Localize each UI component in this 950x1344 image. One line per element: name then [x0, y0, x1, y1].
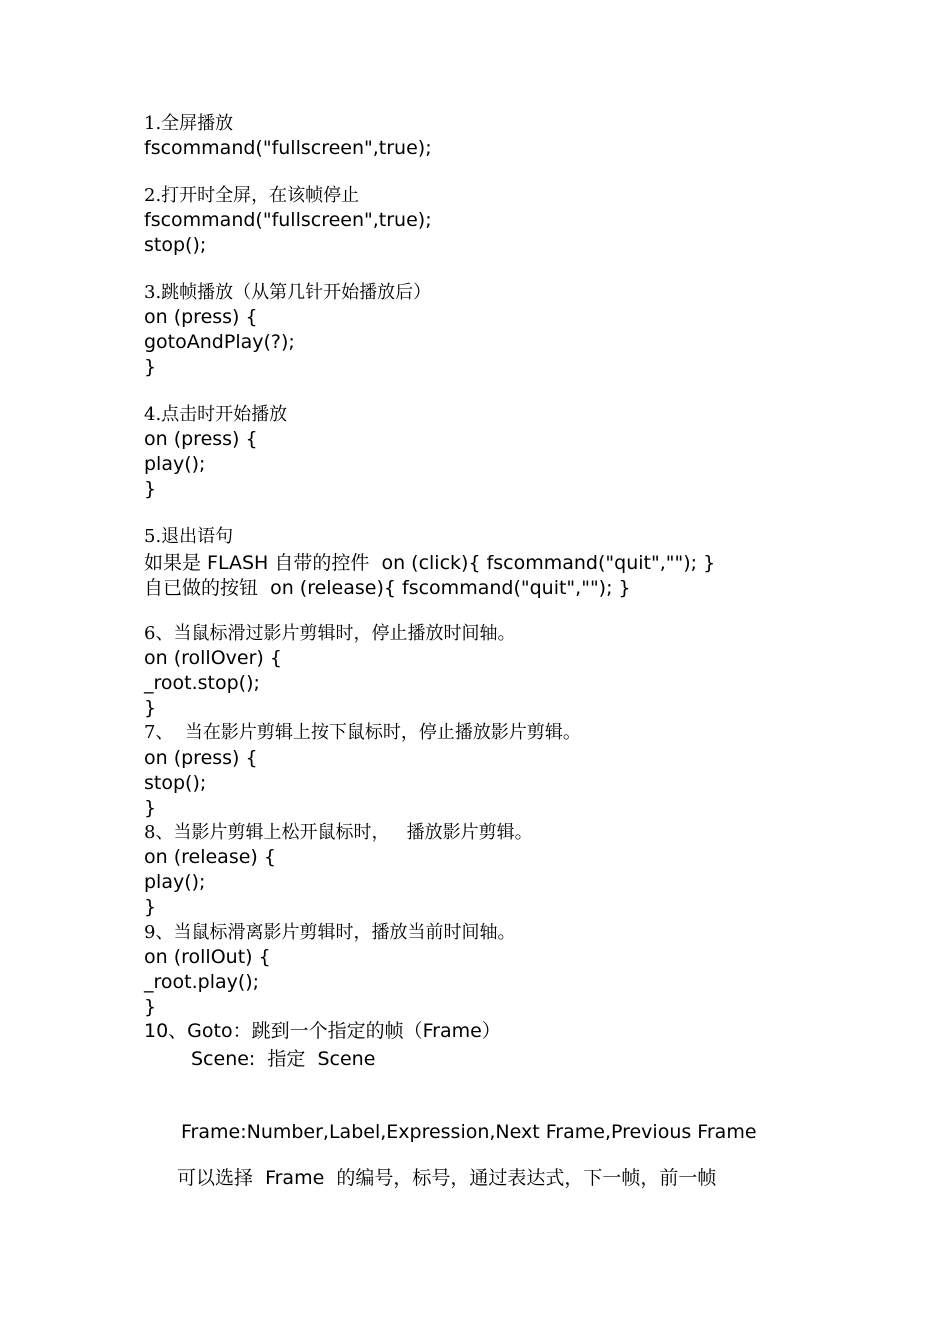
heading-9: 9、当鼠标滑离影片剪辑时，播放当前时间轴。 — [144, 922, 516, 943]
code-line: } — [144, 797, 157, 819]
heading-3: 3.跳帧播放（从第几针开始播放后） — [144, 282, 432, 303]
heading-6: 6、当鼠标滑过影片剪辑时，停止播放时间轴。 — [144, 623, 516, 644]
code-line: _root.play(); — [144, 971, 260, 993]
code-line: on (release) { — [144, 846, 276, 868]
heading-5: 5.退出语句 — [144, 526, 234, 547]
frame-description: 可以选择 Frame 的编号，标号，通过表达式，下一帧，前一帧 — [177, 1167, 717, 1189]
scene-line: Scene: 指定 Scene — [191, 1048, 376, 1070]
code-line: on (press) { — [144, 306, 258, 328]
heading-10: 10、Goto：跳到一个指定的帧（Frame） — [144, 1020, 501, 1042]
heading-2: 2.打开时全屏，在该帧停止 — [144, 185, 360, 206]
code-line: _root.stop(); — [144, 672, 260, 694]
mixed-line: 自已做的按钮 on (release){ fscommand("quit",""); } — [144, 577, 631, 599]
frame-line: Frame:Number,Label,Expression,Next Frame,Previous Frame — [181, 1121, 757, 1143]
code-line: } — [144, 697, 157, 719]
heading-7: 7、 当在影片剪辑上按下鼠标时，停止播放影片剪辑。 — [144, 722, 581, 743]
code-line: on (press) { — [144, 428, 258, 450]
code-line: on (rollOut) { — [144, 946, 271, 968]
code-line: } — [144, 996, 157, 1018]
code-line: } — [144, 478, 157, 500]
code-line: on (press) { — [144, 747, 258, 769]
heading-1: 1.全屏播放 — [144, 113, 234, 134]
code-line: stop(); — [144, 234, 207, 256]
mixed-line: 如果是 FLASH 自带的控件 on (click){ fscommand("quit",""); } — [144, 552, 716, 574]
code-line: fscommand("fullscreen",true); — [144, 137, 432, 159]
code-line: play(); — [144, 453, 206, 475]
code-line: play(); — [144, 871, 206, 893]
code-line: } — [144, 356, 157, 378]
code-line: fscommand("fullscreen",true); — [144, 209, 432, 231]
heading-8: 8、当影片剪辑上松开鼠标时， 播放影片剪辑。 — [144, 822, 533, 843]
code-line: on (rollOver) { — [144, 647, 282, 669]
code-line: stop(); — [144, 772, 207, 794]
code-line: } — [144, 896, 157, 918]
code-line: gotoAndPlay(?); — [144, 331, 295, 353]
heading-4: 4.点击时开始播放 — [144, 404, 288, 425]
